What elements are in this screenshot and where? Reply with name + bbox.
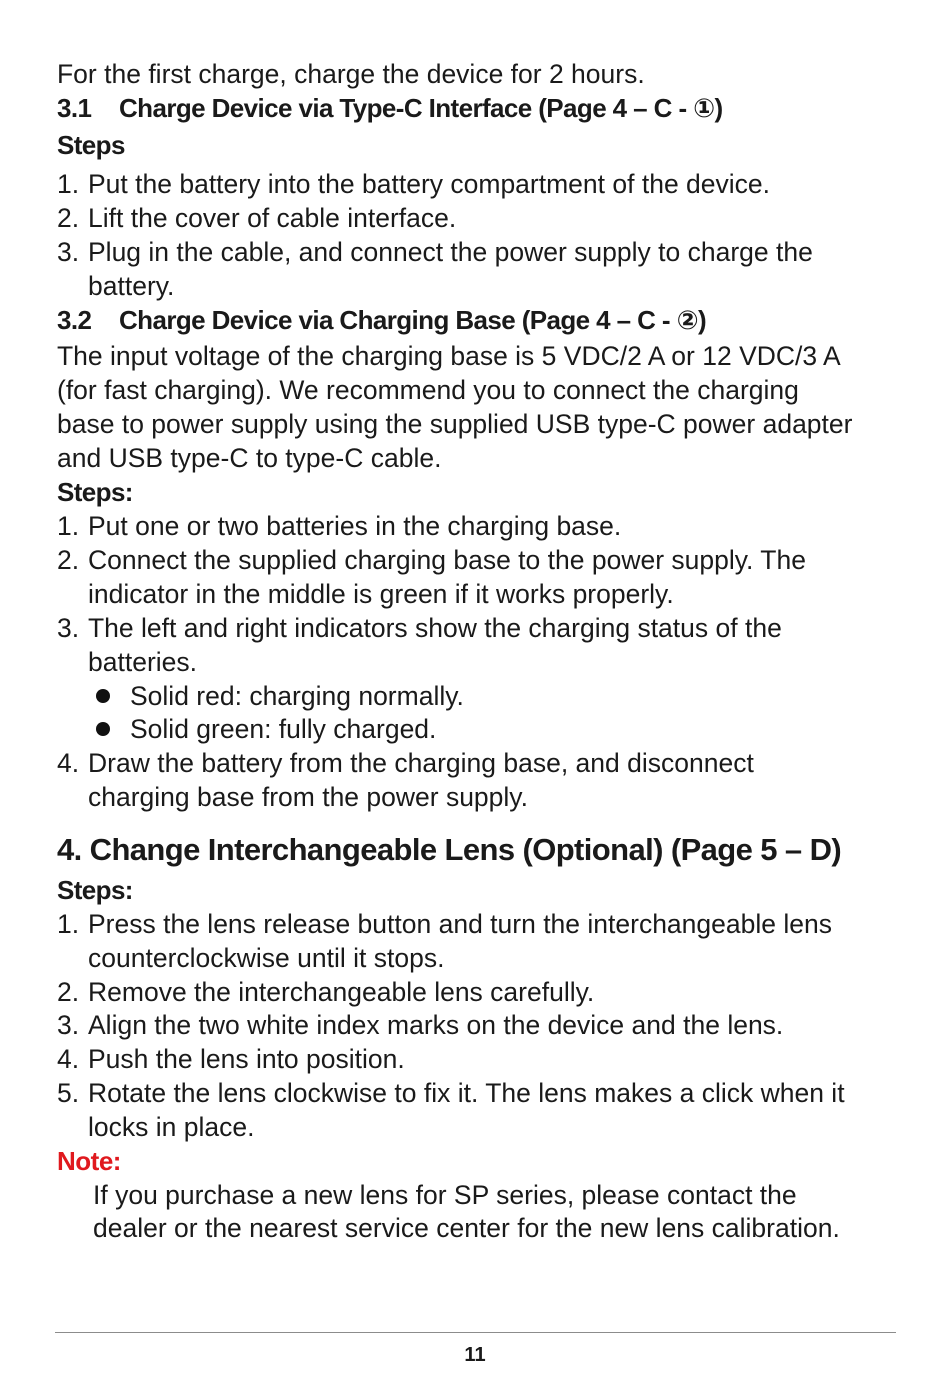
list-number: 3. [57, 1010, 80, 1040]
steps-label: Steps: [57, 875, 133, 905]
list-item-continuation: locks in place. [88, 1112, 255, 1142]
bullet-text: Solid green: fully charged. [130, 714, 437, 744]
list-item [57, 1008, 783, 1042]
list-text: Lift the cover of cable interface. [88, 203, 457, 233]
footer-divider [55, 1332, 896, 1333]
list-text: Remove the interchangeable lens carefully. [88, 977, 595, 1007]
list-number: 1. [57, 909, 80, 939]
steps-label: Steps: [57, 477, 133, 507]
paragraph-line: (for fast charging). We recommend you to connect the charging [57, 375, 799, 405]
list-item-continuation: battery. [88, 271, 175, 301]
list-item [57, 543, 806, 577]
list-item-continuation: charging base from the power supply. [88, 782, 528, 812]
list-item [57, 509, 621, 543]
list-number: 3. [57, 237, 80, 267]
section-number: 3.1 [57, 93, 92, 123]
note-label: Note: [57, 1146, 121, 1176]
list-text: Plug in the cable, and connect the power supply to charge the [88, 237, 813, 267]
list-text: Press the lens release button and turn the interchangeable lens [88, 909, 832, 939]
list-item [57, 975, 594, 1009]
list-item [57, 167, 770, 201]
list-number: 2. [57, 203, 80, 233]
page-number: 11 [464, 1344, 486, 1366]
steps-label: Steps [57, 130, 125, 160]
bullet-item [96, 679, 464, 713]
bullet-text: Solid red: charging normally. [130, 681, 464, 711]
section-4-heading: 4. Change Interchangeable Lens (Optional) (Page 5 – D) [57, 832, 842, 867]
section-3-2-heading [57, 303, 706, 337]
note-text-line: If you purchase a new lens for SP series, please contact the [93, 1180, 797, 1210]
list-number: 4. [57, 1044, 80, 1074]
list-item [57, 1076, 845, 1110]
section-title: Charge Device via Charging Base (Page 4 – C - ②) [119, 305, 707, 335]
list-number: 3. [57, 613, 80, 643]
list-text: Draw the battery from the charging base, and disconnect [88, 748, 754, 778]
list-number: 4. [57, 748, 80, 778]
list-number: 1. [57, 169, 80, 199]
list-text: Push the lens into position. [88, 1044, 405, 1074]
list-item [57, 235, 813, 269]
note-text-line: dealer or the nearest service center for the new lens calibration. [93, 1213, 840, 1243]
list-text: Put the battery into the battery compartment of the device. [88, 169, 771, 199]
section-3-1-heading [57, 91, 723, 125]
bullet-dot-icon [96, 689, 110, 703]
list-item-continuation: counterclockwise until it stops. [88, 943, 445, 973]
paragraph-line: base to power supply using the supplied USB type-C power adapter [57, 409, 853, 439]
list-number: 2. [57, 977, 80, 1007]
list-item-continuation: batteries. [88, 647, 198, 677]
list-item-continuation: indicator in the middle is green if it works properly. [88, 579, 674, 609]
list-item [57, 746, 754, 780]
paragraph-line: The input voltage of the charging base is 5 VDC/2 A or 12 VDC/3 A [57, 341, 841, 371]
list-item [57, 611, 782, 645]
list-text: Rotate the lens clockwise to fix it. The lens makes a click when it [88, 1078, 845, 1108]
list-text: The left and right indicators show the charging status of the [88, 613, 782, 643]
list-text: Align the two white index marks on the device and the lens. [88, 1010, 784, 1040]
list-text: Put one or two batteries in the charging base. [88, 511, 622, 541]
list-item [57, 907, 832, 941]
bullet-item [96, 712, 436, 746]
list-item [57, 201, 456, 235]
list-number: 5. [57, 1078, 80, 1108]
list-text: Connect the supplied charging base to the power supply. The [88, 545, 806, 575]
list-number: 1. [57, 511, 80, 541]
section-title: Charge Device via Type-C Interface (Page 4 – C - ①) [119, 93, 723, 123]
bullet-dot-icon [96, 722, 110, 736]
section-number: 3.2 [57, 305, 92, 335]
intro-text: For the first charge, charge the device for 2 hours. [57, 59, 645, 89]
paragraph-line: and USB type-C to type-C cable. [57, 443, 442, 473]
list-number: 2. [57, 545, 80, 575]
list-item [57, 1042, 405, 1076]
